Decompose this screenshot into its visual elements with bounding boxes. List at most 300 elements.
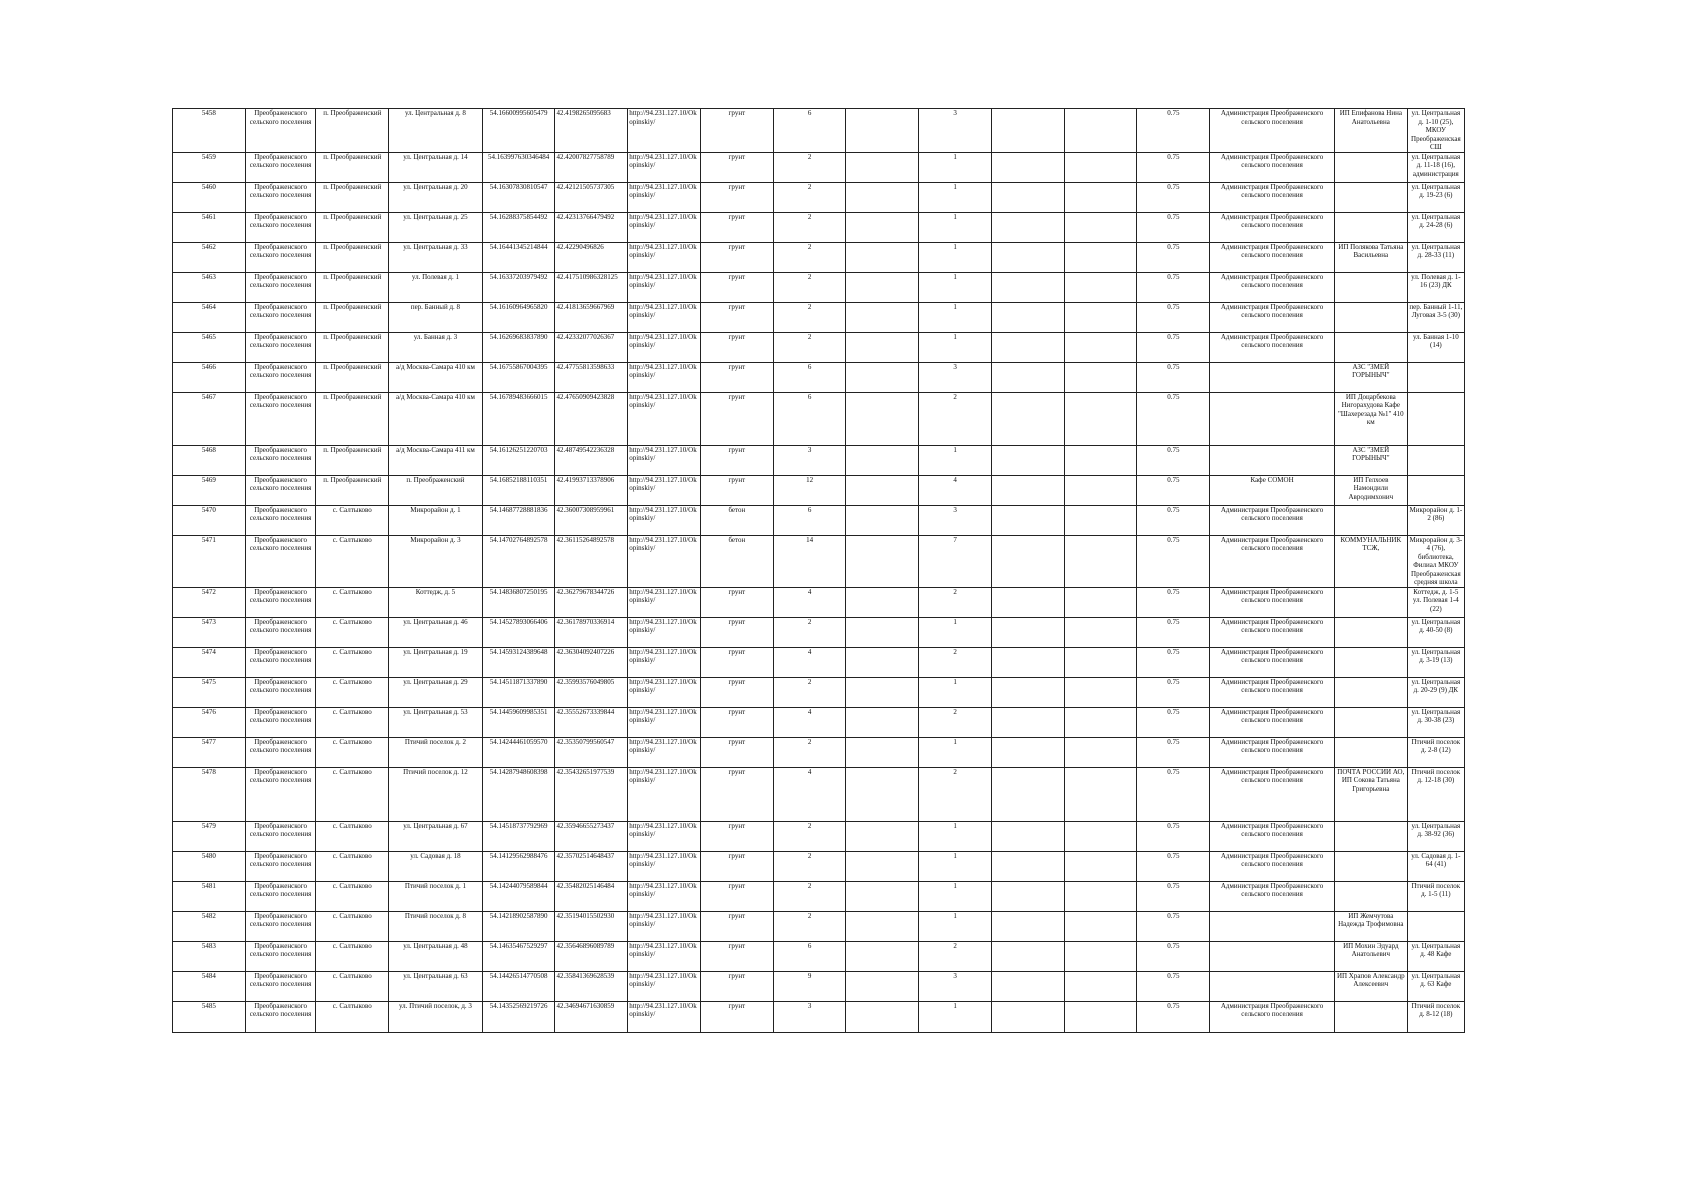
served-objects-cell: ул. Центральная д. 28-33 (11) xyxy=(1407,242,1464,272)
latitude-cell: 54.16269683837890 xyxy=(482,332,555,362)
table-row xyxy=(173,332,1465,362)
locality-cell: с. Салтыково xyxy=(316,941,389,971)
settlement-name-cell: Преображенского сельского поселения xyxy=(245,212,316,242)
container-count-cell: 1 xyxy=(919,212,992,242)
table-row xyxy=(173,647,1465,677)
link-cell[interactable]: http://94.231.127.10/Okopinskiy/ xyxy=(628,302,701,332)
business-cell xyxy=(1334,1001,1407,1032)
link-cell[interactable]: http://94.231.127.10/Okopinskiy/ xyxy=(628,971,701,1001)
latitude-cell: 54.14836807250195 xyxy=(482,587,555,617)
locality-cell: с. Салтыково xyxy=(316,881,389,911)
empty-cell-cell xyxy=(846,677,919,707)
empty-cell-cell xyxy=(846,272,919,302)
empty-cell-cell xyxy=(991,109,1064,153)
container-volume-cell: 0.75 xyxy=(1137,212,1210,242)
empty-cell-cell xyxy=(991,677,1064,707)
business-cell xyxy=(1334,881,1407,911)
table-row xyxy=(173,475,1465,505)
empty-cell-cell xyxy=(846,617,919,647)
table-row xyxy=(173,445,1465,475)
address-cell: а/д Москва-Самара 410 км xyxy=(389,362,483,392)
latitude-cell: 54.14527893066406 xyxy=(482,617,555,647)
link-cell[interactable]: http://94.231.127.10/Okopinskiy/ xyxy=(628,881,701,911)
address-cell: ул. Центральная д. 33 xyxy=(389,242,483,272)
link-cell[interactable]: http://94.231.127.10/Okopinskiy/ xyxy=(628,392,701,445)
surface-type-cell: грунт xyxy=(700,362,773,392)
empty-cell-cell xyxy=(991,392,1064,445)
empty-cell-cell xyxy=(1064,647,1137,677)
business-cell xyxy=(1334,587,1407,617)
business-cell: ИП Мохин Эдуард Анатольевич xyxy=(1334,941,1407,971)
container-volume-cell: 0.75 xyxy=(1137,109,1210,153)
link-cell[interactable]: http://94.231.127.10/Okopinskiy/ xyxy=(628,647,701,677)
empty-cell-cell xyxy=(846,152,919,182)
owner-cell: Администрация Преображенского сельского поселения xyxy=(1210,1001,1335,1032)
served-objects-cell: Птичий поселок д. 1-5 (11) xyxy=(1407,881,1464,911)
container-count-cell: 2 xyxy=(919,647,992,677)
link-cell[interactable]: http://94.231.127.10/Okopinskiy/ xyxy=(628,109,701,153)
settlement-name-cell: Преображенского сельского поселения xyxy=(245,535,316,587)
table-row xyxy=(173,707,1465,737)
container-volume-cell: 0.75 xyxy=(1137,392,1210,445)
table-row xyxy=(173,617,1465,647)
container-volume-cell: 0.75 xyxy=(1137,1001,1210,1032)
empty-cell-cell xyxy=(846,851,919,881)
empty-cell-cell xyxy=(991,881,1064,911)
longitude-cell: 42.41993713378906 xyxy=(555,475,628,505)
area-cell: 12 xyxy=(773,475,846,505)
locality-cell: с. Салтыково xyxy=(316,707,389,737)
surface-type-cell: грунт xyxy=(700,242,773,272)
table-row xyxy=(173,677,1465,707)
latitude-cell: 54.16852188110351 xyxy=(482,475,555,505)
link-cell[interactable]: http://94.231.127.10/Okopinskiy/ xyxy=(628,1001,701,1032)
empty-cell-cell xyxy=(846,535,919,587)
link-cell[interactable]: http://94.231.127.10/Okopinskiy/ xyxy=(628,535,701,587)
empty-cell-cell xyxy=(991,617,1064,647)
link-cell[interactable]: http://94.231.127.10/Okopinskiy/ xyxy=(628,242,701,272)
owner-cell: Администрация Преображенского сельского поселения xyxy=(1210,647,1335,677)
surface-type-cell: грунт xyxy=(700,707,773,737)
longitude-cell: 42.36007308959961 xyxy=(555,505,628,535)
business-cell xyxy=(1334,272,1407,302)
address-cell: ул. Центральная д. 20 xyxy=(389,182,483,212)
business-cell xyxy=(1334,617,1407,647)
empty-cell-cell xyxy=(991,851,1064,881)
empty-cell-cell xyxy=(1064,941,1137,971)
longitude-cell: 42.47650909423828 xyxy=(555,392,628,445)
table-row xyxy=(173,587,1465,617)
empty-cell-cell xyxy=(991,1001,1064,1032)
served-objects-cell: ул. Центральная д. 20-29 (9) ДК xyxy=(1407,677,1464,707)
area-cell: 9 xyxy=(773,971,846,1001)
settlement-name-cell: Преображенского сельского поселения xyxy=(245,475,316,505)
locality-cell: с. Салтыково xyxy=(316,767,389,821)
empty-cell-cell xyxy=(1064,821,1137,851)
settlement-name-cell: Преображенского сельского поселения xyxy=(245,587,316,617)
settlement-name-cell: Преображенского сельского поселения xyxy=(245,881,316,911)
surface-type-cell: грунт xyxy=(700,647,773,677)
longitude-cell: 42.42313766479492 xyxy=(555,212,628,242)
business-cell: ИП Жемчутова Надежда Трофимовна xyxy=(1334,911,1407,941)
surface-type-cell: грунт xyxy=(700,302,773,332)
longitude-cell: 42.41813659667969 xyxy=(555,302,628,332)
address-cell: ул. Центральная д. 29 xyxy=(389,677,483,707)
business-cell: ИП Доцарбекова Нигорахудова Кафе "Шахерезада №1" 410 км xyxy=(1334,392,1407,445)
empty-cell-cell xyxy=(846,821,919,851)
area-cell: 6 xyxy=(773,392,846,445)
owner-cell xyxy=(1210,392,1335,445)
container-volume-cell: 0.75 xyxy=(1137,302,1210,332)
served-objects-cell xyxy=(1407,392,1464,445)
container-volume-cell: 0.75 xyxy=(1137,445,1210,475)
empty-cell-cell xyxy=(991,182,1064,212)
empty-cell-cell xyxy=(991,505,1064,535)
locality-cell: с. Салтыково xyxy=(316,617,389,647)
area-cell: 2 xyxy=(773,881,846,911)
empty-cell-cell xyxy=(1064,617,1137,647)
longitude-cell: 42.35841369628539 xyxy=(555,971,628,1001)
empty-cell-cell xyxy=(846,392,919,445)
empty-cell-cell xyxy=(991,362,1064,392)
empty-cell-cell xyxy=(1064,182,1137,212)
surface-type-cell: грунт xyxy=(700,445,773,475)
row-number-cell: 5485 xyxy=(173,1001,246,1032)
table-row xyxy=(173,911,1465,941)
row-number-cell: 5459 xyxy=(173,152,246,182)
link-cell[interactable]: http://94.231.127.10/Okopinskiy/ xyxy=(628,152,701,182)
link-cell[interactable]: http://94.231.127.10/Okopinskiy/ xyxy=(628,587,701,617)
latitude-cell: 54.16160964965820 xyxy=(482,302,555,332)
owner-cell: Администрация Преображенского сельского поселения xyxy=(1210,272,1335,302)
longitude-cell: 42.35432651977539 xyxy=(555,767,628,821)
link-cell[interactable]: http://94.231.127.10/Okopinskiy/ xyxy=(628,505,701,535)
container-volume-cell: 0.75 xyxy=(1137,767,1210,821)
served-objects-cell: Птичий поселок д. 12-18 (30) xyxy=(1407,767,1464,821)
row-number-cell: 5478 xyxy=(173,767,246,821)
latitude-cell: 54.14511871337890 xyxy=(482,677,555,707)
row-number-cell: 5462 xyxy=(173,242,246,272)
surface-type-cell: грунт xyxy=(700,737,773,767)
table-row xyxy=(173,505,1465,535)
surface-type-cell: грунт xyxy=(700,881,773,911)
served-objects-cell: Микрорайон д. 1-2 (86) xyxy=(1407,505,1464,535)
row-number-cell: 5482 xyxy=(173,911,246,941)
empty-cell-cell xyxy=(846,182,919,212)
surface-type-cell: грунт xyxy=(700,332,773,362)
container-sites-table xyxy=(172,108,1465,1033)
empty-cell-cell xyxy=(991,707,1064,737)
address-cell: Микрорайон д. 1 xyxy=(389,505,483,535)
container-count-cell: 1 xyxy=(919,881,992,911)
address-cell: ул. Птичий поселок, д. 3 xyxy=(389,1001,483,1032)
container-volume-cell: 0.75 xyxy=(1137,182,1210,212)
settlement-name-cell: Преображенского сельского поселения xyxy=(245,707,316,737)
area-cell: 2 xyxy=(773,212,846,242)
empty-cell-cell xyxy=(846,109,919,153)
link-cell[interactable]: http://94.231.127.10/Okopinskiy/ xyxy=(628,677,701,707)
surface-type-cell: грунт xyxy=(700,587,773,617)
longitude-cell: 42.4198265095683 xyxy=(555,109,628,153)
latitude-cell: 54.16789483666015 xyxy=(482,392,555,445)
row-number-cell: 5463 xyxy=(173,272,246,302)
table-row xyxy=(173,941,1465,971)
link-cell[interactable]: http://94.231.127.10/Okopinskiy/ xyxy=(628,707,701,737)
link-cell[interactable]: http://94.231.127.10/Okopinskiy/ xyxy=(628,941,701,971)
longitude-cell: 42.417510986328125 xyxy=(555,272,628,302)
settlement-name-cell: Преображенского сельского поселения xyxy=(245,677,316,707)
latitude-cell: 54.14218902587890 xyxy=(482,911,555,941)
empty-cell-cell xyxy=(846,767,919,821)
locality-cell: п. Преображенский xyxy=(316,109,389,153)
empty-cell-cell xyxy=(846,475,919,505)
surface-type-cell: грунт xyxy=(700,109,773,153)
business-cell xyxy=(1334,821,1407,851)
owner-cell: Администрация Преображенского сельского поселения xyxy=(1210,707,1335,737)
served-objects-cell: ул. Центральная д. 38-92 (36) xyxy=(1407,821,1464,851)
container-count-cell: 1 xyxy=(919,242,992,272)
empty-cell-cell xyxy=(1064,242,1137,272)
served-objects-cell: ул. Центральная д. 63 Кафе xyxy=(1407,971,1464,1001)
latitude-cell: 54.16441345214844 xyxy=(482,242,555,272)
container-count-cell: 2 xyxy=(919,587,992,617)
empty-cell-cell xyxy=(846,911,919,941)
latitude-cell: 54.14702764892578 xyxy=(482,535,555,587)
area-cell: 6 xyxy=(773,941,846,971)
container-volume-cell: 0.75 xyxy=(1137,881,1210,911)
owner-cell xyxy=(1210,971,1335,1001)
area-cell: 2 xyxy=(773,911,846,941)
container-count-cell: 7 xyxy=(919,535,992,587)
row-number-cell: 5480 xyxy=(173,851,246,881)
empty-cell-cell xyxy=(846,362,919,392)
container-volume-cell: 0.75 xyxy=(1137,647,1210,677)
container-volume-cell: 0.75 xyxy=(1137,535,1210,587)
served-objects-cell: ул. Банная 1-10 (14) xyxy=(1407,332,1464,362)
settlement-name-cell: Преображенского сельского поселения xyxy=(245,392,316,445)
address-cell: ул. Центральная д. 14 xyxy=(389,152,483,182)
latitude-cell: 54.14244079589844 xyxy=(482,881,555,911)
served-objects-cell xyxy=(1407,445,1464,475)
longitude-cell: 42.35552673339844 xyxy=(555,707,628,737)
locality-cell: с. Салтыково xyxy=(316,737,389,767)
link-cell[interactable]: http://94.231.127.10/Okopinskiy/ xyxy=(628,272,701,302)
area-cell: 4 xyxy=(773,767,846,821)
area-cell: 14 xyxy=(773,535,846,587)
business-cell: ПОЧТА РОССИИ АО, ИП Сокова Татьяна Григорьевна xyxy=(1334,767,1407,821)
business-cell xyxy=(1334,677,1407,707)
address-cell: а/д Москва-Самара 410 км xyxy=(389,392,483,445)
empty-cell-cell xyxy=(991,737,1064,767)
container-volume-cell: 0.75 xyxy=(1137,707,1210,737)
link-cell[interactable]: http://94.231.127.10/Okopinskiy/ xyxy=(628,617,701,647)
settlement-name-cell: Преображенского сельского поселения xyxy=(245,851,316,881)
container-volume-cell: 0.75 xyxy=(1137,911,1210,941)
locality-cell: с. Салтыково xyxy=(316,1001,389,1032)
locality-cell: п. Преображенский xyxy=(316,152,389,182)
link-cell[interactable]: http://94.231.127.10/Okopinskiy/ xyxy=(628,911,701,941)
owner-cell: Администрация Преображенского сельского поселения xyxy=(1210,767,1335,821)
business-cell xyxy=(1334,332,1407,362)
empty-cell-cell xyxy=(991,911,1064,941)
address-cell: ул. Банная д. 3 xyxy=(389,332,483,362)
table-row xyxy=(173,881,1465,911)
longitude-cell: 42.36304092407226 xyxy=(555,647,628,677)
locality-cell: п. Преображенский xyxy=(316,362,389,392)
latitude-cell: 54.14593124389648 xyxy=(482,647,555,677)
settlement-name-cell: Преображенского сельского поселения xyxy=(245,767,316,821)
empty-cell-cell xyxy=(991,647,1064,677)
container-volume-cell: 0.75 xyxy=(1137,821,1210,851)
settlement-name-cell: Преображенского сельского поселения xyxy=(245,109,316,153)
empty-cell-cell xyxy=(1064,767,1137,821)
surface-type-cell: грунт xyxy=(700,182,773,212)
row-number-cell: 5468 xyxy=(173,445,246,475)
business-cell: АЗС "ЗМЕЙ ГОРЫНЫЧ" xyxy=(1334,445,1407,475)
container-volume-cell: 0.75 xyxy=(1137,332,1210,362)
business-cell xyxy=(1334,505,1407,535)
area-cell: 3 xyxy=(773,1001,846,1032)
table-row xyxy=(173,109,1465,153)
settlement-name-cell: Преображенского сельского поселения xyxy=(245,737,316,767)
empty-cell-cell xyxy=(846,737,919,767)
container-count-cell: 1 xyxy=(919,617,992,647)
empty-cell-cell xyxy=(846,1001,919,1032)
area-cell: 4 xyxy=(773,647,846,677)
empty-cell-cell xyxy=(1064,212,1137,242)
container-count-cell: 3 xyxy=(919,362,992,392)
container-count-cell: 4 xyxy=(919,475,992,505)
business-cell xyxy=(1334,707,1407,737)
latitude-cell: 54.16755867004395 xyxy=(482,362,555,392)
latitude-cell: 54.14426514770508 xyxy=(482,971,555,1001)
empty-cell-cell xyxy=(1064,587,1137,617)
container-volume-cell: 0.75 xyxy=(1137,505,1210,535)
empty-cell-cell xyxy=(1064,445,1137,475)
empty-cell-cell xyxy=(991,332,1064,362)
address-cell: Коттедж, д. 5 xyxy=(389,587,483,617)
row-number-cell: 5477 xyxy=(173,737,246,767)
container-count-cell: 3 xyxy=(919,505,992,535)
empty-cell-cell xyxy=(1064,362,1137,392)
address-cell: Птичий поселок д. 12 xyxy=(389,767,483,821)
link-cell[interactable]: http://94.231.127.10/Okopinskiy/ xyxy=(628,851,701,881)
link-cell[interactable]: http://94.231.127.10/Okopinskiy/ xyxy=(628,212,701,242)
row-number-cell: 5473 xyxy=(173,617,246,647)
empty-cell-cell xyxy=(991,587,1064,617)
owner-cell: Администрация Преображенского сельского поселения xyxy=(1210,881,1335,911)
empty-cell-cell xyxy=(846,332,919,362)
table-row xyxy=(173,302,1465,332)
surface-type-cell: грунт xyxy=(700,767,773,821)
container-volume-cell: 0.75 xyxy=(1137,851,1210,881)
empty-cell-cell xyxy=(846,302,919,332)
empty-cell-cell xyxy=(991,941,1064,971)
table-row xyxy=(173,362,1465,392)
surface-type-cell: грунт xyxy=(700,941,773,971)
longitude-cell: 42.42007827758789 xyxy=(555,152,628,182)
link-cell[interactable]: http://94.231.127.10/Okopinskiy/ xyxy=(628,737,701,767)
latitude-cell: 54.14635467529297 xyxy=(482,941,555,971)
latitude-cell: 54.16307830810547 xyxy=(482,182,555,212)
link-cell[interactable]: http://94.231.127.10/Okopinskiy/ xyxy=(628,821,701,851)
empty-cell-cell xyxy=(991,272,1064,302)
address-cell: Птичий поселок д. 8 xyxy=(389,911,483,941)
longitude-cell: 42.35946655273437 xyxy=(555,821,628,851)
container-count-cell: 1 xyxy=(919,152,992,182)
row-number-cell: 5476 xyxy=(173,707,246,737)
area-cell: 2 xyxy=(773,332,846,362)
longitude-cell: 42.47755813598633 xyxy=(555,362,628,392)
surface-type-cell: грунт xyxy=(700,821,773,851)
surface-type-cell: грунт xyxy=(700,475,773,505)
served-objects-cell: ул. Центральная д. 19-23 (6) xyxy=(1407,182,1464,212)
latitude-cell: 54.16126251220703 xyxy=(482,445,555,475)
empty-cell-cell xyxy=(846,445,919,475)
owner-cell xyxy=(1210,911,1335,941)
link-cell[interactable]: http://94.231.127.10/Okopinskiy/ xyxy=(628,182,701,212)
link-cell[interactable]: http://94.231.127.10/Okopinskiy/ xyxy=(628,767,701,821)
empty-cell-cell xyxy=(1064,737,1137,767)
container-count-cell: 1 xyxy=(919,677,992,707)
row-number-cell: 5467 xyxy=(173,392,246,445)
link-cell[interactable]: http://94.231.127.10/Okopinskiy/ xyxy=(628,445,701,475)
surface-type-cell: грунт xyxy=(700,392,773,445)
empty-cell-cell xyxy=(1064,1001,1137,1032)
row-number-cell: 5465 xyxy=(173,332,246,362)
owner-cell xyxy=(1210,445,1335,475)
business-cell: ИП Гелхоев Намондили Авродимхонич xyxy=(1334,475,1407,505)
served-objects-cell: ул. Центральная д. 3-19 (13) xyxy=(1407,647,1464,677)
row-number-cell: 5481 xyxy=(173,881,246,911)
link-cell[interactable]: http://94.231.127.10/Okopinskiy/ xyxy=(628,362,701,392)
owner-cell: Администрация Преображенского сельского поселения xyxy=(1210,152,1335,182)
locality-cell: с. Салтыково xyxy=(316,911,389,941)
locality-cell: п. Преображенский xyxy=(316,445,389,475)
address-cell: пер. Банный д. 8 xyxy=(389,302,483,332)
address-cell: ул. Центральная д. 53 xyxy=(389,707,483,737)
row-number-cell: 5471 xyxy=(173,535,246,587)
owner-cell: Администрация Преображенского сельского поселения xyxy=(1210,737,1335,767)
address-cell: а/д Москва-Самара 411 км xyxy=(389,445,483,475)
locality-cell: п. Преображенский xyxy=(316,475,389,505)
longitude-cell: 42.35646896089789 xyxy=(555,941,628,971)
link-cell[interactable]: http://94.231.127.10/Okopinskiy/ xyxy=(628,475,701,505)
empty-cell-cell xyxy=(846,505,919,535)
empty-cell-cell xyxy=(846,707,919,737)
link-cell[interactable]: http://94.231.127.10/Okopinskiy/ xyxy=(628,332,701,362)
row-number-cell: 5474 xyxy=(173,647,246,677)
row-number-cell: 5469 xyxy=(173,475,246,505)
row-number-cell: 5483 xyxy=(173,941,246,971)
served-objects-cell: Коттедж, д. 1-5 ул. Полевая 1-4 (22) xyxy=(1407,587,1464,617)
longitude-cell: 42.36115264892578 xyxy=(555,535,628,587)
locality-cell: п. Преображенский xyxy=(316,212,389,242)
container-count-cell: 1 xyxy=(919,911,992,941)
row-number-cell: 5458 xyxy=(173,109,246,153)
address-cell: ул. Центральная д. 25 xyxy=(389,212,483,242)
owner-cell: Администрация Преображенского сельского поселения xyxy=(1210,617,1335,647)
served-objects-cell: ул. Полевая д. 1-16 (23) ДК xyxy=(1407,272,1464,302)
locality-cell: с. Салтыково xyxy=(316,647,389,677)
container-volume-cell: 0.75 xyxy=(1137,475,1210,505)
empty-cell-cell xyxy=(846,971,919,1001)
locality-cell: с. Салтыково xyxy=(316,677,389,707)
area-cell: 2 xyxy=(773,242,846,272)
container-count-cell: 2 xyxy=(919,392,992,445)
served-objects-cell: Птичий поселок д. 2-8 (12) xyxy=(1407,737,1464,767)
empty-cell-cell xyxy=(1064,505,1137,535)
